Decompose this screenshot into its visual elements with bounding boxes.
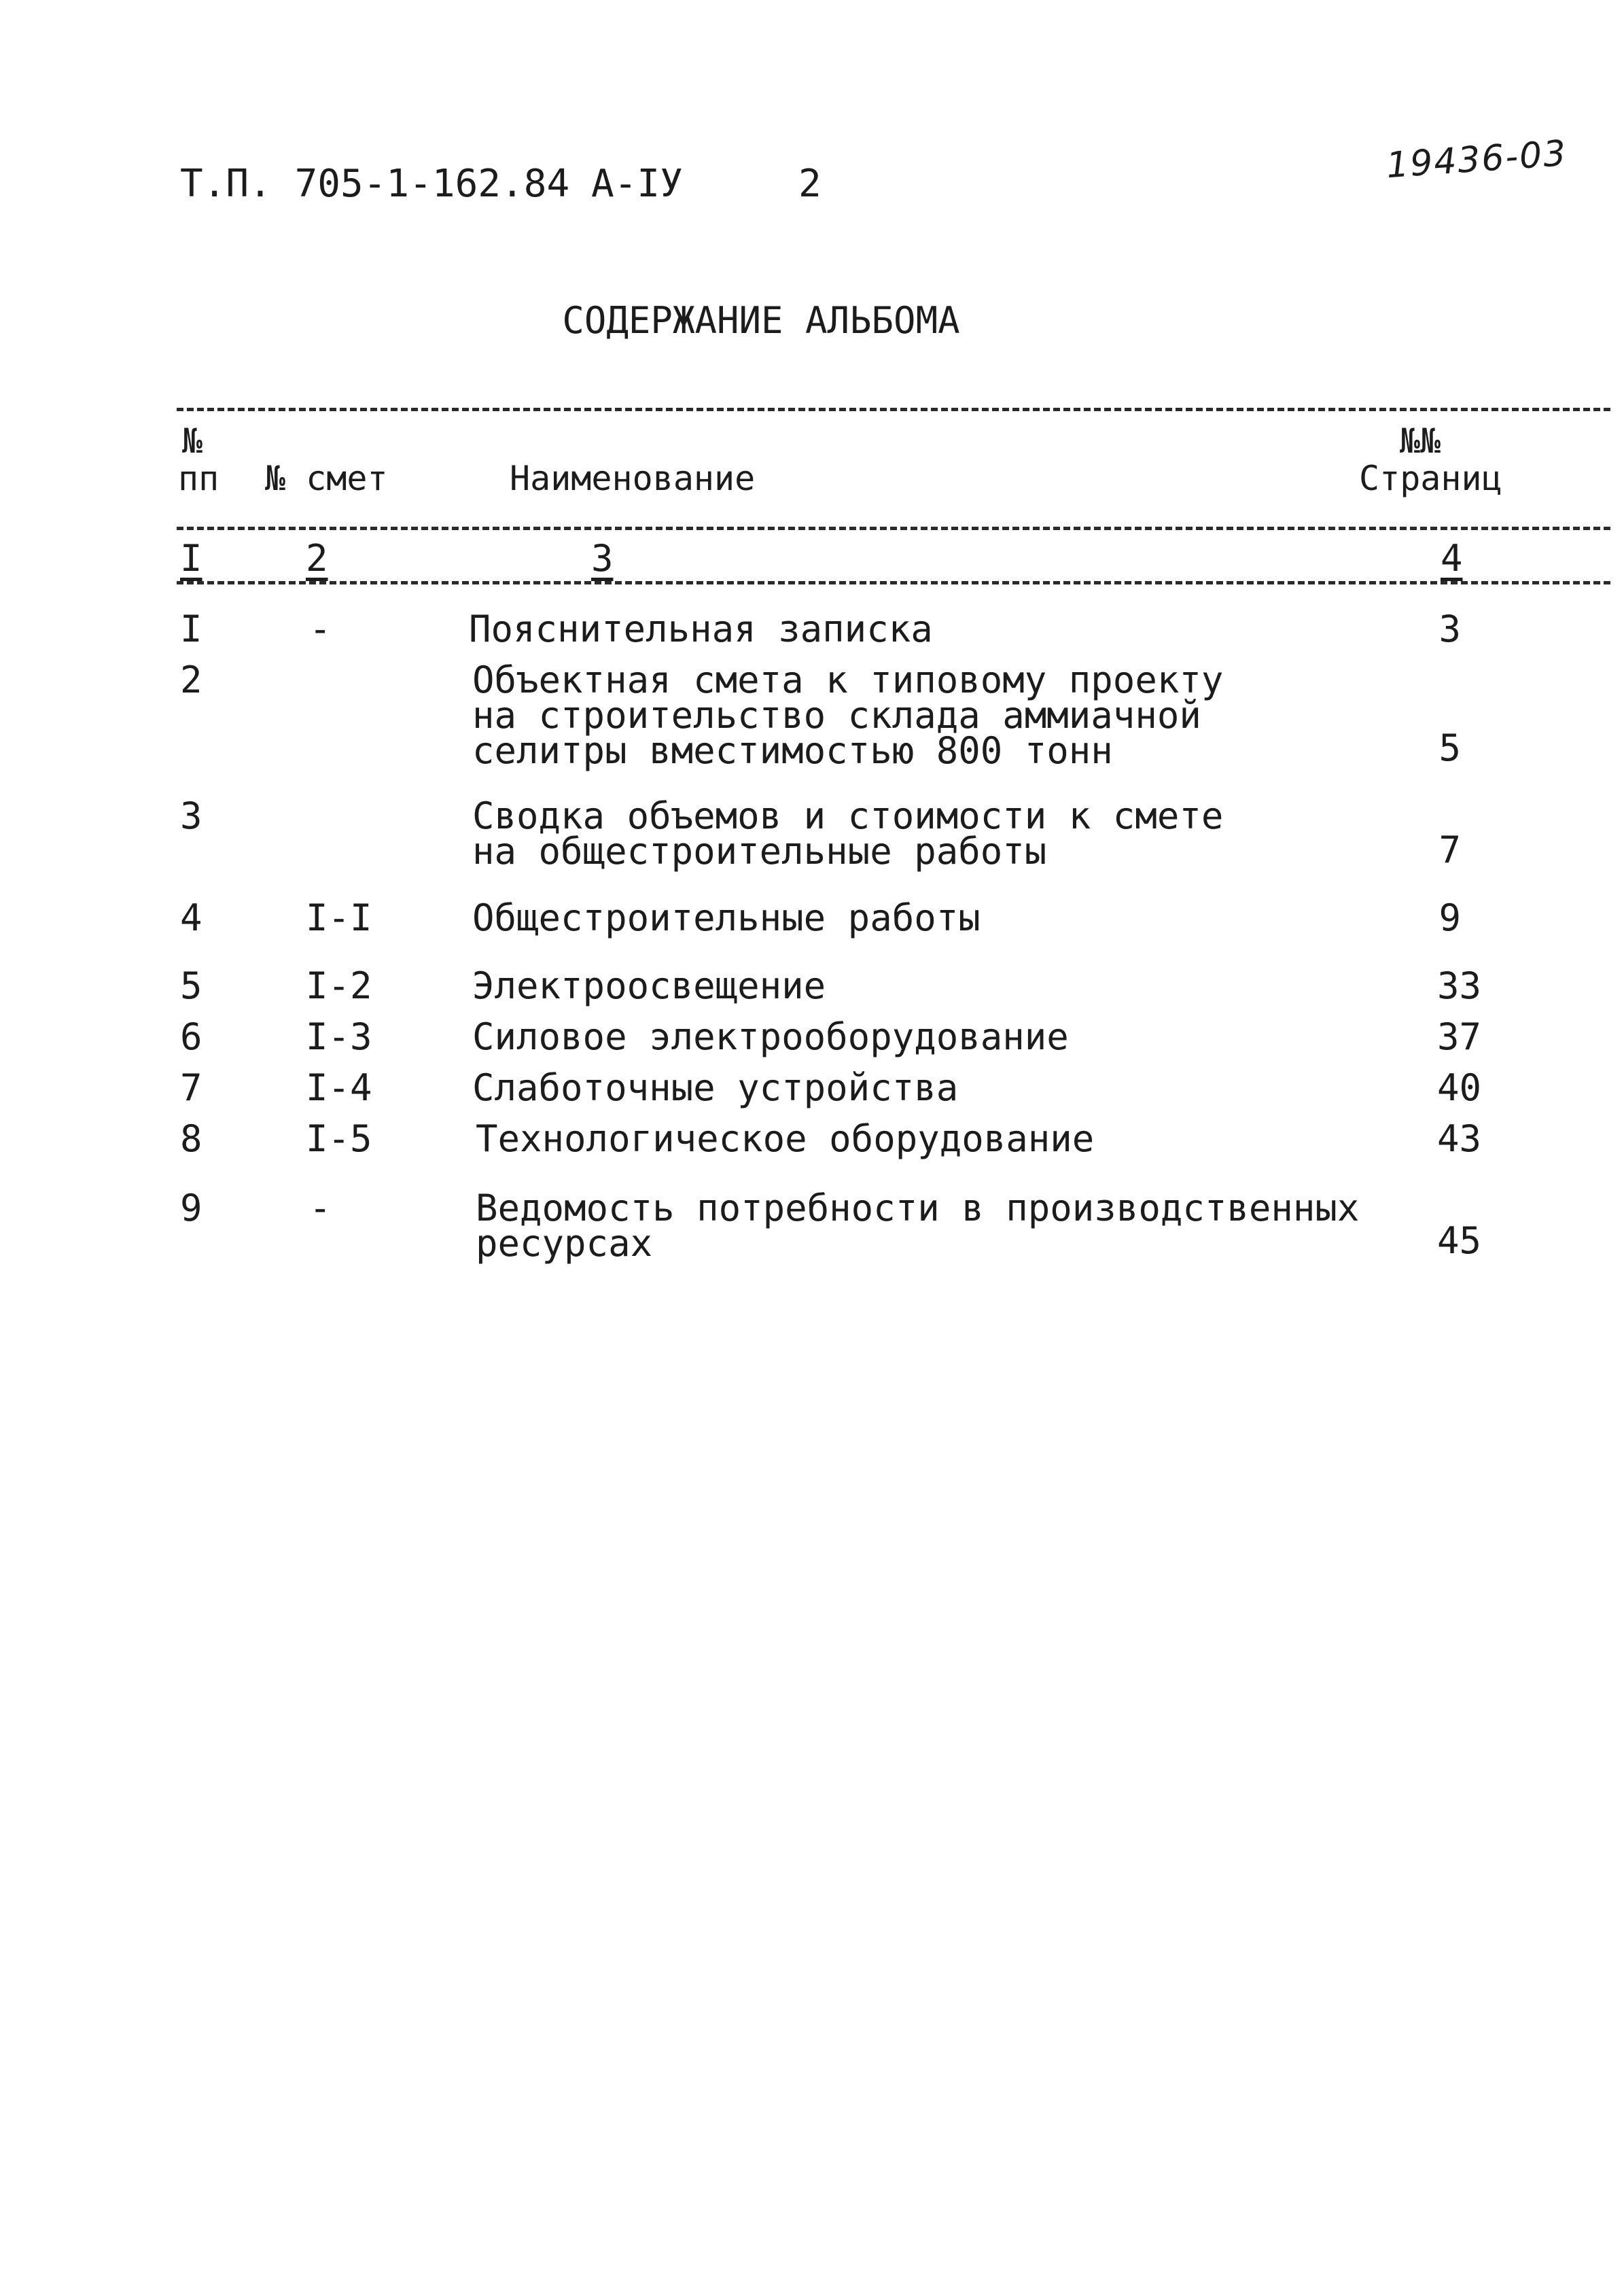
column-number-3: 3 [591, 537, 614, 580]
header-estimate: № смет [265, 459, 388, 498]
document-code: Т.П. 705-1-162.84 [180, 162, 570, 206]
header-num-symbol: № [182, 421, 203, 461]
row-number: 7 [180, 1066, 202, 1109]
row-page: 45 [1436, 1219, 1481, 1262]
row-name: Слаботочные устройства [472, 1066, 959, 1109]
row-page: 9 [1438, 896, 1461, 939]
header-rule [177, 527, 1610, 530]
row-number: 6 [180, 1015, 202, 1058]
row-page: 7 [1438, 828, 1461, 871]
row-name: Ведомость потребности в производственных ресурсах [476, 1187, 1360, 1265]
row-page: 3 [1438, 608, 1461, 650]
row-name: Общестроительные работы [472, 896, 981, 939]
row-page: 40 [1436, 1066, 1481, 1109]
row-estimate: - [309, 608, 332, 650]
header-name: Наименование [510, 459, 756, 498]
row-page: 5 [1438, 727, 1461, 769]
album-number: А-IУ [591, 162, 683, 206]
row-name: Пояснительная записка [469, 608, 933, 650]
page-title: СОДЕРЖАНИЕ АЛЬБОМА [562, 299, 960, 342]
inventory-number: 19436-03 [1385, 133, 1569, 187]
header-pages: Страниц [1359, 459, 1502, 498]
row-number: 2 [180, 659, 202, 701]
header-pages-symbol: №№ [1400, 421, 1441, 461]
column-number-rule [177, 581, 1610, 584]
row-page: 43 [1436, 1117, 1481, 1160]
row-name: Технологическое оборудование [476, 1117, 1095, 1160]
row-number: 5 [180, 964, 202, 1007]
row-number: 4 [180, 896, 202, 939]
row-name: Объектная смета к типовому проекту на строительство склада аммиачной селитры вместимостью 800 тонн [472, 659, 1224, 772]
row-number: 9 [180, 1187, 202, 1229]
row-estimate: I-2 [306, 964, 372, 1007]
row-estimate: I-5 [306, 1117, 372, 1160]
row-name: Сводка объемов и стоимости к смете на общестроительные работы [472, 794, 1224, 873]
row-name: Силовое электрооборудование [472, 1015, 1069, 1058]
column-number-2: 2 [306, 537, 328, 580]
row-name: Электроосвещение [472, 964, 826, 1007]
row-page: 37 [1436, 1015, 1481, 1058]
row-page: 33 [1436, 964, 1481, 1007]
row-estimate: I-3 [306, 1015, 372, 1058]
table-top-rule [177, 408, 1610, 411]
row-estimate: I-4 [306, 1066, 372, 1109]
row-estimate: - [309, 1187, 332, 1229]
header-num-label: пп [178, 459, 219, 498]
column-number-4: 4 [1441, 537, 1463, 580]
row-number: I [180, 608, 202, 650]
row-number: 3 [180, 794, 202, 837]
column-number-1: I [180, 537, 202, 580]
sheet-number: 2 [798, 162, 822, 206]
row-number: 8 [180, 1117, 202, 1160]
row-estimate: I-I [306, 896, 372, 939]
